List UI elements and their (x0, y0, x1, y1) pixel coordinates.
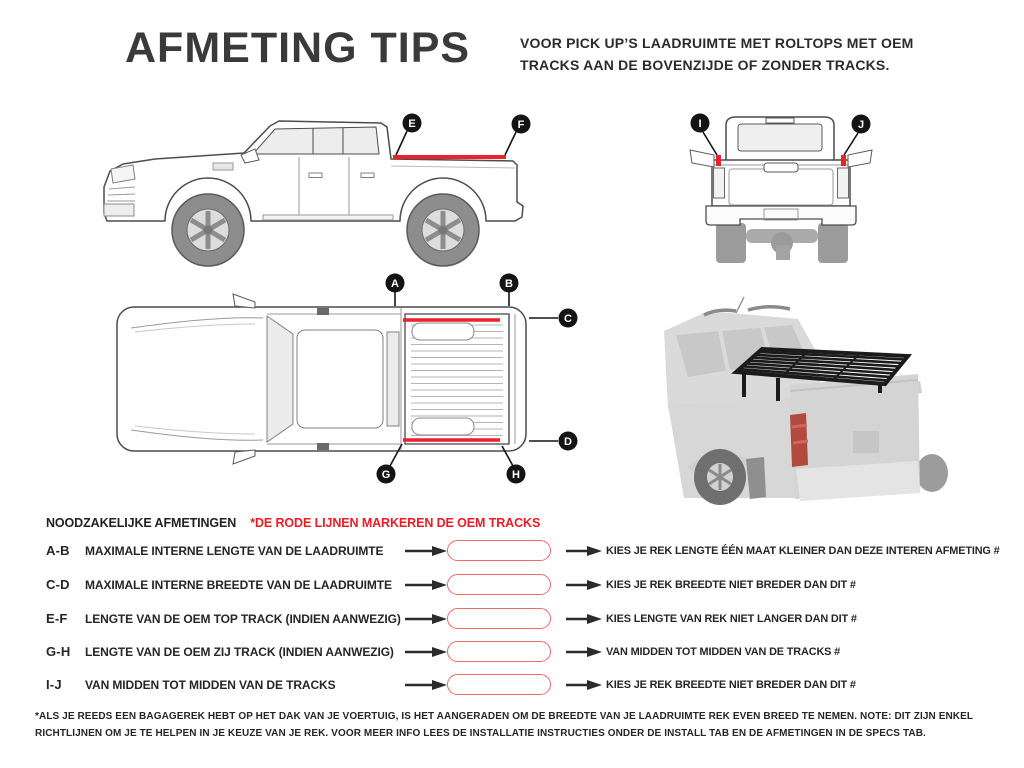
windshield (267, 316, 293, 442)
marker-i (691, 114, 718, 156)
measure-description: VAN MIDDEN TOT MIDDEN VAN DE TRACKS (85, 678, 336, 692)
measure-code: C-D (46, 577, 70, 592)
marker-f (505, 115, 531, 156)
wheel-well (412, 418, 474, 435)
arrow-right-icon (404, 579, 448, 591)
pickup-top-view-diagram (105, 272, 585, 487)
b-pillar-mark (317, 308, 329, 315)
measurement-input[interactable] (447, 540, 551, 561)
measure-advice: KIES LENGTE VAN REK NIET LANGER DAN DIT # (606, 613, 857, 625)
measure-description: MAXIMALE INTERNE BREEDTE VAN DE LAADRUIMTE (85, 578, 392, 592)
footnote: *ALS JE REEDS EEN BAGAGEREK HEBT OP HET DAK VAN JE VOERTUIG, IS HET AANGERADEN OM DE BREEDTE VAN JE LAADRUIMTE REK EVEN BREED TE NEMEN. NOTE: DIT ZIJN ENKEL RICHTLIJNEN OM JE TE HELPEN IN JE KEUZE VAN JE REK. VOOR MEER INFO LEES DE INSTALLATIE INSTRUCTIES ONDER DE INSTALL TAB EN DE AFMETINGEN IN DE SPECS TAB. (35, 711, 973, 739)
svg-text:C: C (564, 313, 572, 326)
b-pillar-mark (317, 443, 329, 450)
table-row (0, 674, 1024, 696)
svg-text:H: H (512, 469, 520, 482)
measure-advice: KIES JE REK BREEDTE NIET BREDER DAN DIT # (606, 579, 856, 591)
taillight (838, 168, 849, 198)
measurement-input[interactable] (447, 608, 551, 629)
door-handle (309, 173, 322, 178)
side-mirror (690, 150, 714, 167)
cab-roof (297, 330, 383, 428)
door-handle (361, 173, 374, 178)
measure-description: LENGTE VAN DE OEM ZIJ TRACK (INDIEN AANWEZIG) (85, 645, 394, 659)
arrow-right-icon (565, 579, 603, 591)
front-bumper (104, 204, 134, 216)
subtitle-line-1: VOOR PICK UP’S LAADRUIMTE MET ROLTOPS MET OEM (520, 35, 914, 51)
tailgate-handle (853, 431, 879, 453)
svg-text:E: E (408, 118, 416, 131)
page-title: AFMETING TIPS (125, 24, 471, 72)
marker-e (396, 114, 422, 156)
svg-text:I: I (698, 118, 702, 131)
arrow-right-icon (404, 679, 448, 691)
measure-description: LENGTE VAN DE OEM TOP TRACK (INDIEN AANWEZIG) (85, 612, 401, 626)
table-row (0, 540, 1024, 562)
rear-wheel-icon (407, 194, 479, 266)
oem-track-red-mark-j (841, 155, 846, 166)
measure-advice: KIES JE REK BREEDTE NIET BREDER DAN DIT # (606, 679, 856, 691)
table-row (0, 641, 1024, 663)
arrow-right-icon (565, 646, 603, 658)
pickup-rear-view-diagram (672, 103, 890, 268)
arrow-right-icon (404, 646, 448, 658)
svg-text:A: A (391, 278, 399, 291)
measure-code: G-H (46, 644, 71, 659)
rear-window (387, 332, 399, 426)
svg-text:G: G (381, 469, 391, 482)
marker-b (500, 274, 519, 307)
taillight (714, 168, 725, 198)
far-rear-wheel (916, 454, 948, 492)
svg-text:F: F (517, 119, 525, 132)
roof-rail (748, 307, 790, 310)
third-brake-light (766, 118, 794, 123)
arrow-right-icon (404, 545, 448, 557)
arrow-right-icon (565, 545, 603, 557)
measure-advice: VAN MIDDEN TOT MIDDEN VAN DE TRACKS # (606, 646, 841, 658)
marker-d (529, 432, 578, 451)
arrow-right-icon (565, 613, 603, 625)
marker-a (386, 274, 405, 307)
rear-window (738, 124, 822, 151)
table-row (0, 574, 1024, 596)
svg-text:D: D (564, 436, 572, 449)
antenna (736, 297, 744, 313)
subtitle-line-2: TRACKS AAN DE BOVENZIJDE OF ZONDER TRACKS. (520, 57, 890, 73)
table-row (0, 608, 1024, 630)
rear-wheel-mudflap (818, 223, 848, 263)
f150-badge (213, 163, 233, 170)
pickup-rack-render (648, 293, 1020, 511)
table-heading (46, 516, 540, 530)
wheel-well (412, 323, 474, 340)
marker-j (844, 115, 871, 156)
marker-h (502, 446, 526, 484)
svg-text:B: B (505, 278, 513, 291)
measure-advice: KIES JE REK LENGTE ÉÉN MAAT KLEINER DAN DEZE INTEREN AFMETING # (606, 545, 1000, 557)
table-heading-label: NOODZAKELIJKE AFMETINGEN (46, 516, 237, 530)
measure-code: E-F (46, 611, 68, 626)
running-board (263, 215, 393, 220)
measurement-input[interactable] (447, 674, 551, 695)
page-subtitle (520, 32, 914, 76)
measure-code: I-J (46, 677, 62, 692)
oem-track-red-mark-i (716, 155, 721, 166)
tailgate-handle (764, 163, 798, 172)
front-wheel-icon (172, 194, 244, 266)
measurement-input[interactable] (447, 641, 551, 662)
side-mirror (233, 450, 255, 464)
measurement-input[interactable] (447, 574, 551, 595)
measure-description: MAXIMALE INTERNE LENGTE VAN DE LAADRUIMTE (85, 544, 384, 558)
arrow-right-icon (404, 613, 448, 625)
pickup-side-view-diagram (95, 103, 555, 268)
side-mirror (848, 150, 872, 167)
measure-code: A-B (46, 543, 70, 558)
rear-wheel-mudflap (716, 223, 746, 263)
svg-text:J: J (857, 119, 865, 132)
side-mirror (233, 294, 255, 308)
red-lines-note: *DE RODE LIJNEN MARKEREN DE OEM TRACKS (250, 516, 541, 530)
arrow-right-icon (565, 679, 603, 691)
marker-c (529, 309, 578, 328)
